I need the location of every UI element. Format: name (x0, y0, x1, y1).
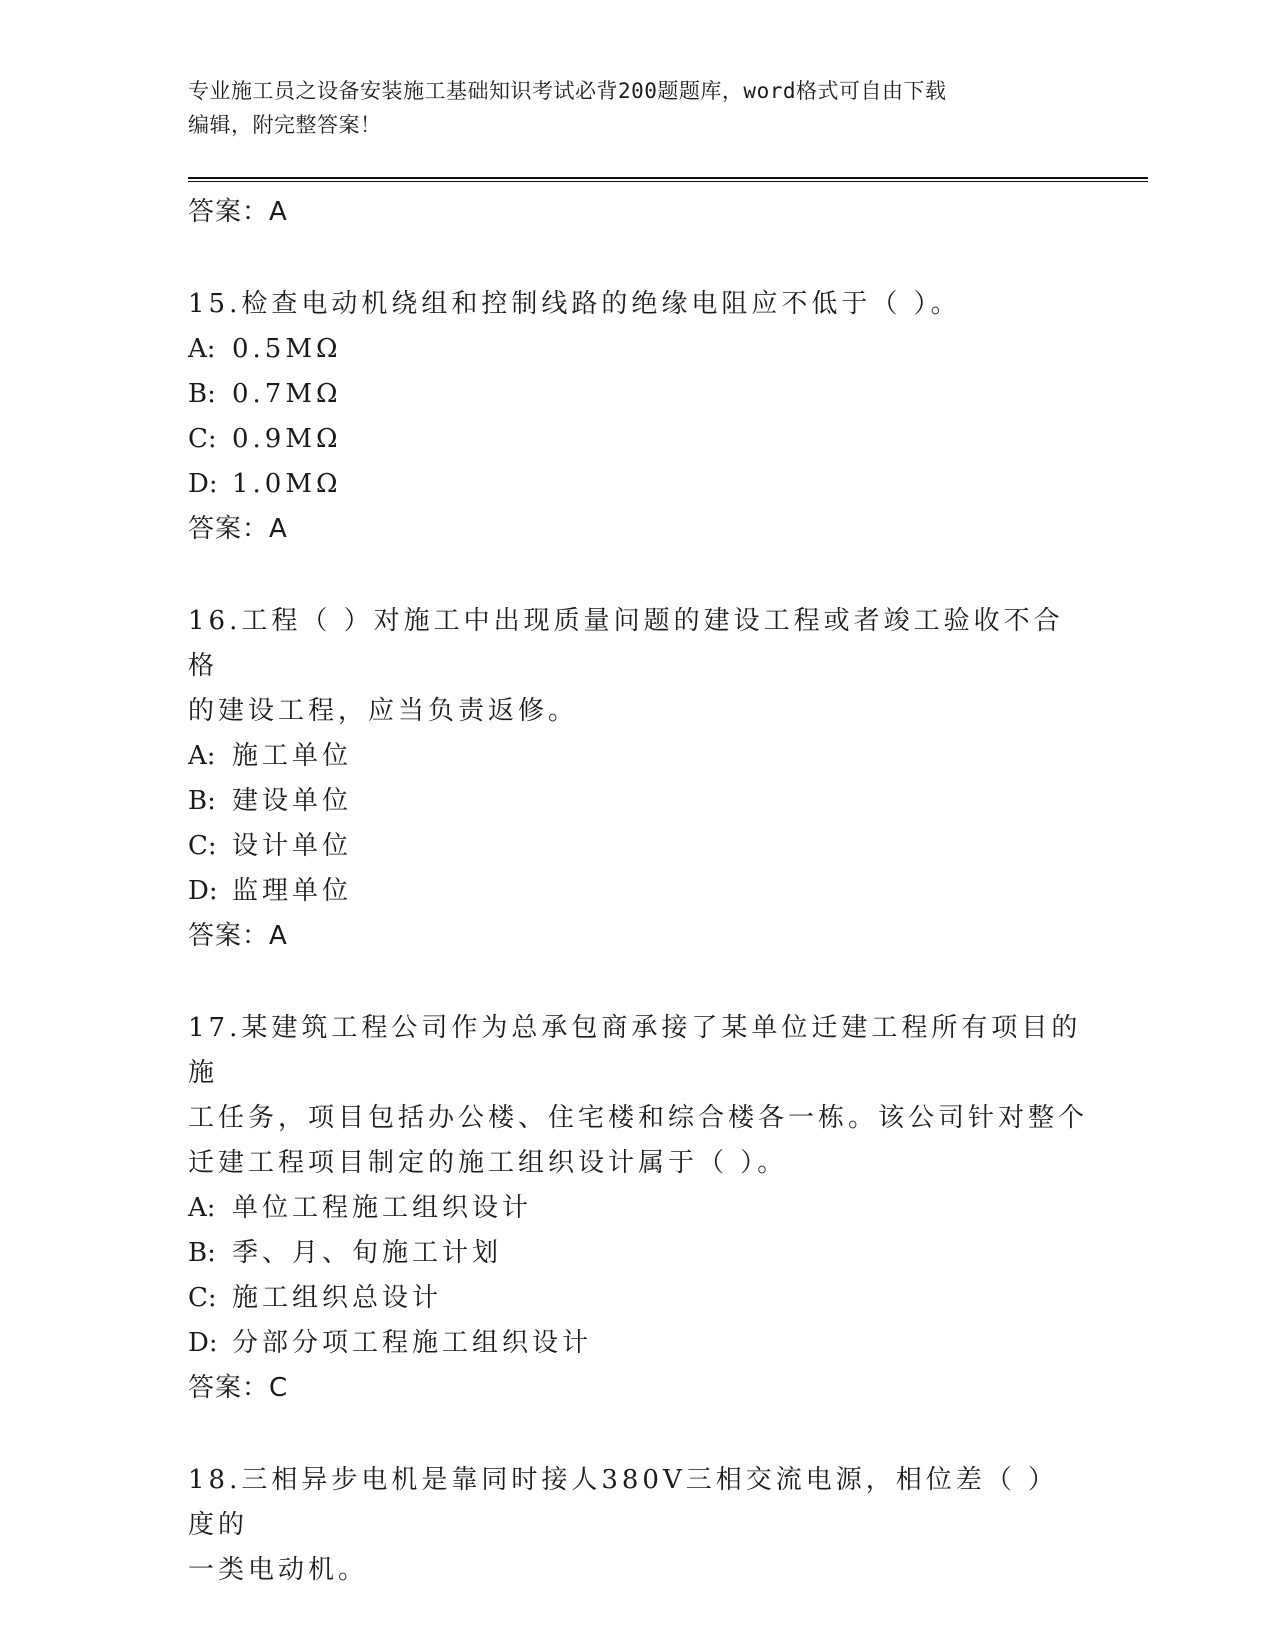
option-text: 监理单位 (232, 876, 353, 906)
answer-option (188, 1276, 1088, 1321)
option-text: 分部分项工程施工组织设计 (232, 1328, 593, 1358)
option-label: A: (188, 741, 216, 771)
answer-option (188, 417, 1088, 462)
option-text: 0.5MΩ (232, 334, 342, 364)
answer-line: 答案：A (188, 197, 288, 227)
option-text: 单位工程施工组织设计 (232, 1193, 533, 1223)
question-text: 18.三相异步电机是靠同时接人380V三相交流电源，相位差（ ）度的 (188, 1465, 1059, 1540)
header-line-1: 专业施工员之设备安装施工基础知识考试必背200题题库，word格式可自由下载 (188, 79, 947, 103)
option-label: C: (188, 831, 217, 861)
option-text: 设计单位 (232, 831, 353, 861)
option-label: A: (188, 1193, 216, 1223)
option-label: A: (188, 334, 216, 364)
header-divider-thin (188, 181, 1148, 182)
question-list (188, 190, 1088, 1593)
question-text: 迁建工程项目制定的施工组织设计属于（ ）。 (188, 1148, 788, 1178)
option-label: B: (188, 1238, 216, 1268)
option-label: D: (188, 469, 218, 499)
option-label: D: (188, 876, 218, 906)
question-text: 一类电动机。 (188, 1555, 369, 1585)
answer-option (188, 327, 1088, 372)
answer-option (188, 1186, 1088, 1231)
answer-option (188, 1321, 1088, 1366)
header-divider-thick (188, 177, 1148, 179)
answer-line: 答案：A (188, 921, 288, 951)
question-text: 的建设工程，应当负责返修。 (188, 696, 579, 726)
option-label: C: (188, 1283, 217, 1313)
answer-option (188, 824, 1088, 869)
option-text: 施工组织总设计 (232, 1283, 443, 1313)
question-text: 17.某建筑工程公司作为总承包商承接了某单位迁建工程所有项目的施 (188, 1013, 1082, 1088)
option-text: 0.9MΩ (232, 424, 342, 454)
answer-option (188, 372, 1088, 417)
question-block (188, 1006, 1088, 1410)
option-text: 0.7MΩ (232, 379, 342, 409)
option-text: 施工单位 (232, 741, 353, 771)
answer-option (188, 462, 1088, 507)
question-text: 15.检查电动机绕组和控制线路的绝缘电阻应不低于（ ）。 (188, 289, 961, 319)
answer-line: 答案：A (188, 514, 288, 544)
answer-option (188, 1231, 1088, 1276)
question-block (188, 599, 1088, 958)
question-text: 工任务，项目包括办公楼、住宅楼和综合楼各一栋。该公司针对整个 (188, 1103, 1089, 1133)
option-label: B: (188, 379, 216, 409)
question-text: 16.工程（ ）对施工中出现质量问题的建设工程或者竣工验收不合格 (188, 606, 1064, 681)
answer-line: 答案：C (188, 1373, 289, 1403)
option-text: 建设单位 (232, 786, 353, 816)
option-label: D: (188, 1328, 218, 1358)
question-block (188, 1458, 1088, 1593)
answer-option (188, 869, 1088, 914)
question-block (188, 282, 1088, 551)
option-text: 季、月、旬施工计划 (232, 1238, 503, 1268)
header-line-2: 编辑，附完整答案！ (188, 113, 382, 137)
answer-option (188, 779, 1088, 824)
option-label: C: (188, 424, 217, 454)
option-label: B: (188, 786, 216, 816)
option-text: 1.0MΩ (232, 469, 342, 499)
document-header (188, 74, 1068, 142)
answer-option (188, 734, 1088, 779)
